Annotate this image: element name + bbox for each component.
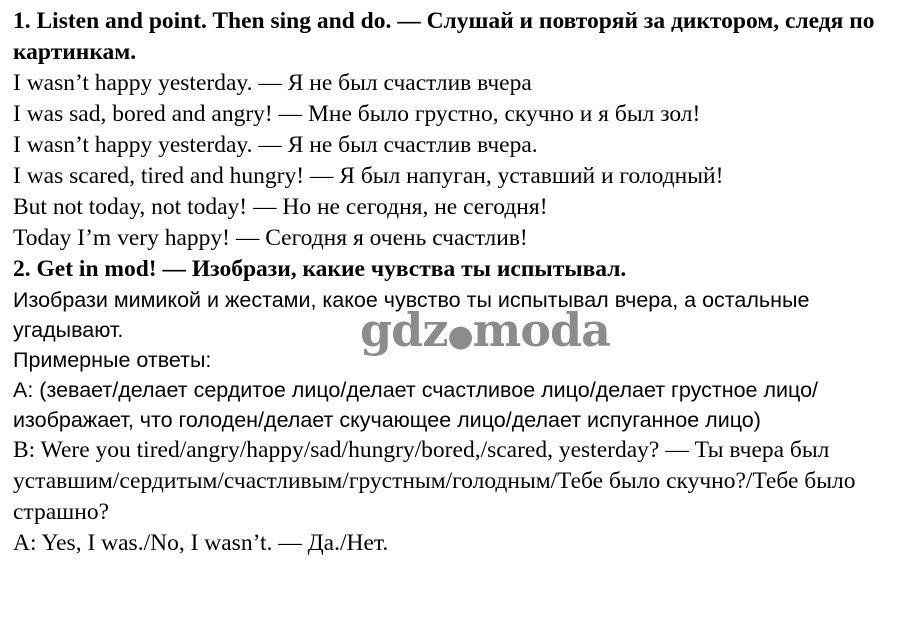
exercise-1-heading: 1. Listen and point. Then sing and do. — Слушай и повторяй за диктором, следя по картинкам. (13, 8, 875, 65)
answer-a-reply: A: Yes, I was./No, I wasn’t. — Да./Нет. (13, 530, 389, 556)
watermark-right: moda (472, 303, 610, 357)
exercise-2-instruction: Изобрази мимикой и жестами, какое чувство ты испытывал вчера, а остальные угадывают. (13, 288, 810, 342)
sample-answers-label: Примерные ответы: (13, 348, 212, 372)
song-line: Today I’m very happy! — Сегодня я очень счастлив! (13, 225, 528, 251)
song-line: I wasn’t happy yesterday. — Я не был счастлив вчера (13, 70, 532, 96)
song-lines (13, 68, 897, 254)
exercise-page (13, 6, 897, 559)
song-line: I was sad, bored and angry! — Мне было грустно, скучно и я был зол! (13, 101, 701, 127)
watermark-dot-icon: ● (447, 319, 473, 354)
song-line: But not today, not today! — Но не сегодня, не сегодня! (13, 194, 548, 220)
song-line: I was scared, tired and hungry! — Я был напуган, уставший и голодный! (13, 163, 724, 189)
answer-b-question: B: Were you tired/angry/happy/sad/hungry/bored,/scared, yesterday? — Ты вчера был уставшим/сердитым/счастливым/грустным/голодным/Тебе было скучно?/Тебе было страшно? (13, 437, 856, 525)
answer-a-actions: А: (зевает/делает сердитое лицо/делает счастливое лицо/делает грустное лицо/изображает, что голоден/делает скучающее лицо/делает испуганное лицо) (13, 378, 819, 432)
watermark-left: gdz (360, 303, 448, 357)
exercise-2-heading: 2. Get in mod! — Изобрази, какие чувства ты испытывал. (13, 256, 627, 282)
song-line: I wasn’t happy yesterday. — Я не был счастлив вчера. (13, 132, 538, 158)
